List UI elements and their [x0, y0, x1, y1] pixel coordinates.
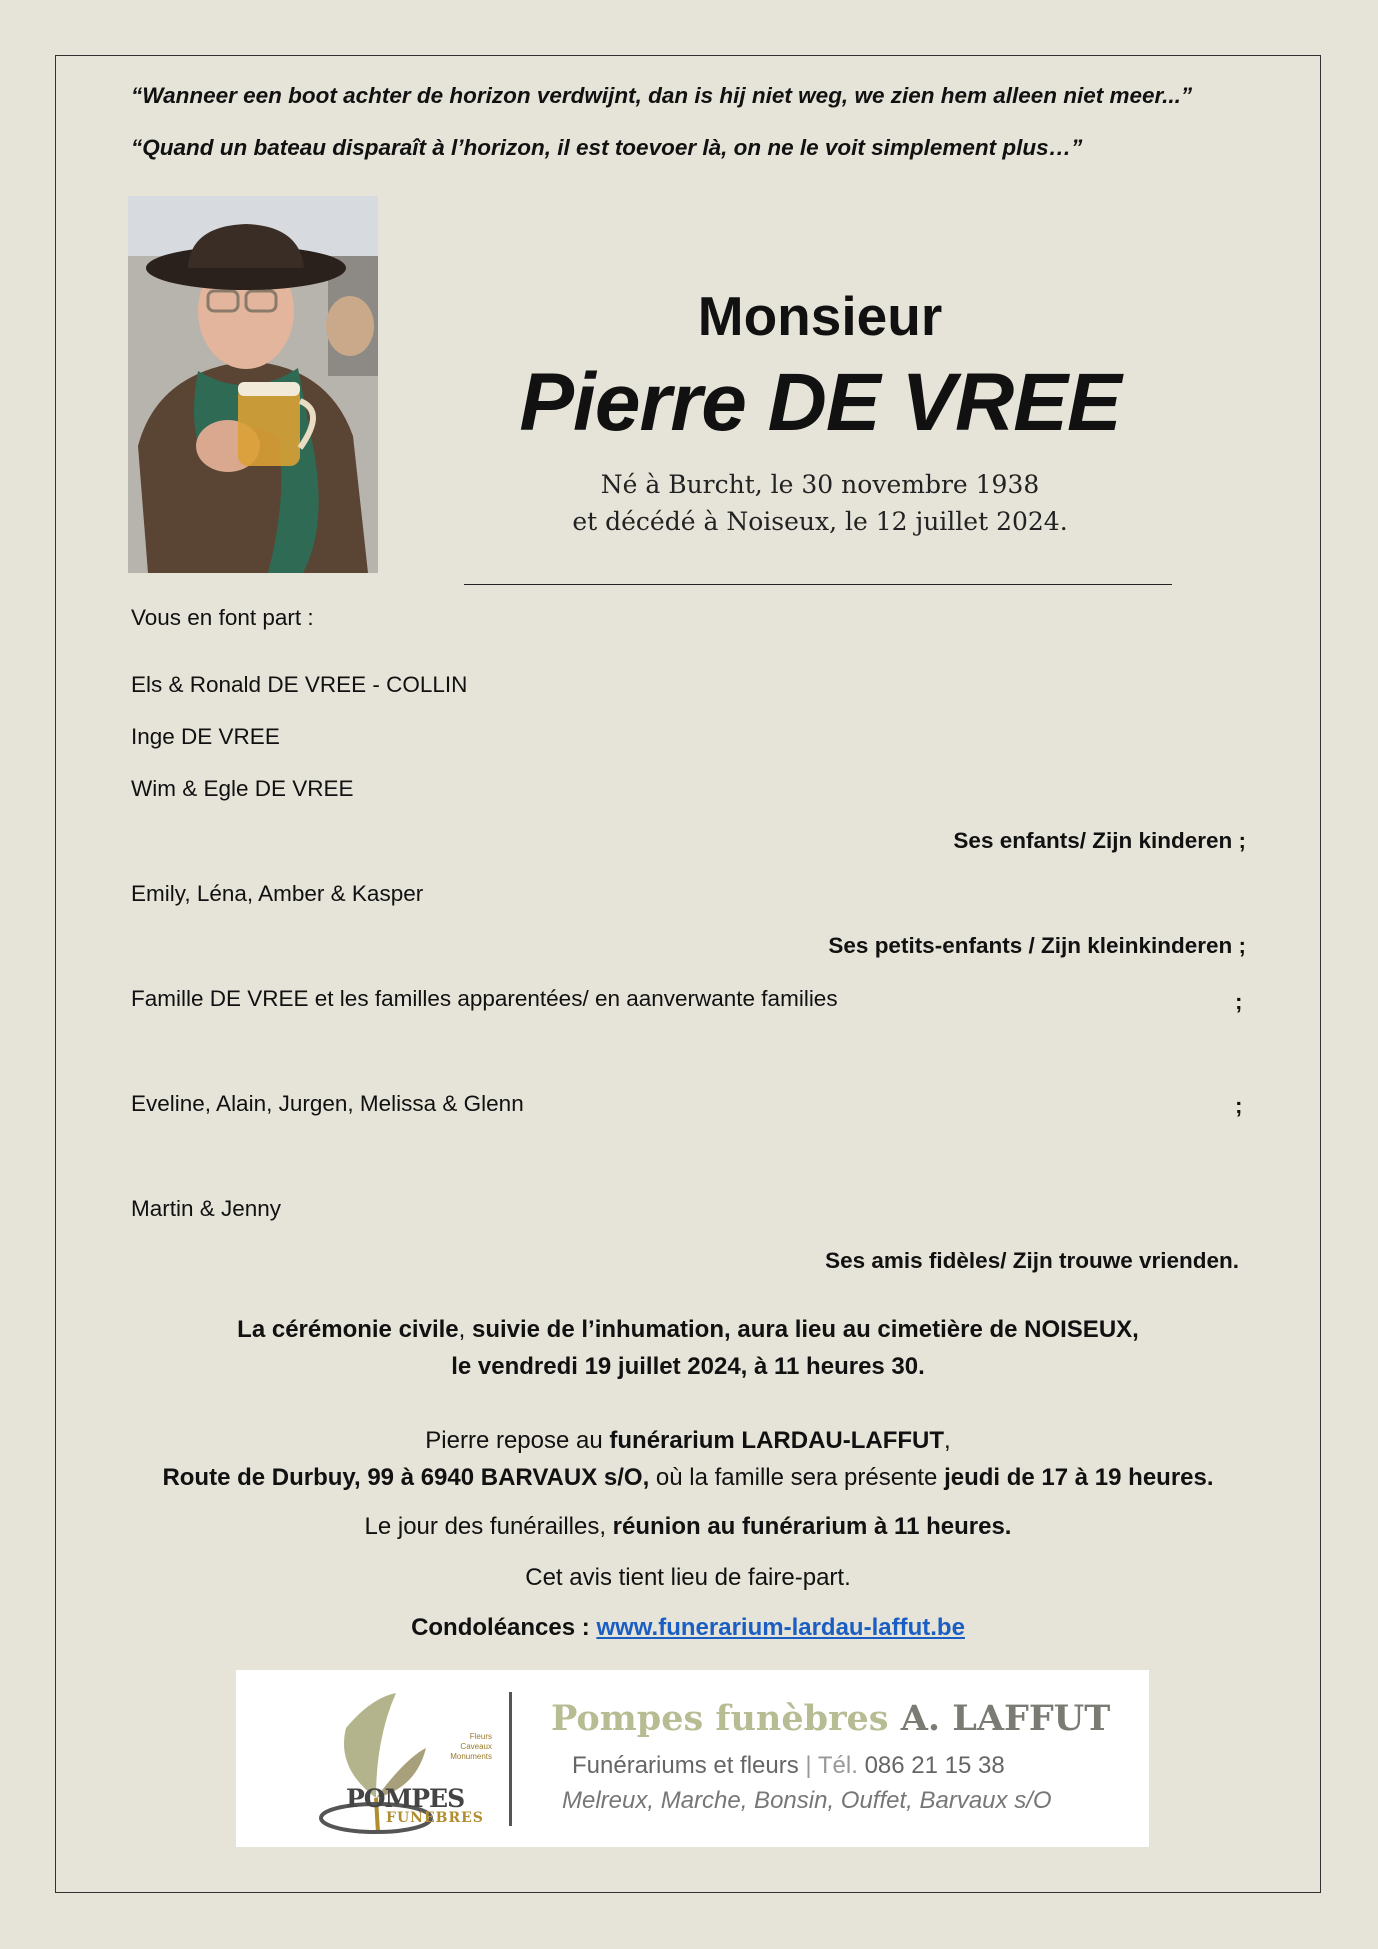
- logo-small-text: [412, 1732, 492, 1762]
- notice-statement: Cet avis tient lieu de faire-part.: [525, 1564, 851, 1591]
- quote-french: “Quand un bateau disparaît à l’horizon, il est toevoer là, on ne le voit simplement plus…”: [131, 135, 1083, 160]
- child-3: Wim & Egle DE VREE: [131, 776, 354, 801]
- logo-small-2: Caveaux: [460, 1742, 492, 1751]
- ceremony-sep: ,: [458, 1316, 472, 1343]
- funerarium-line-2: [131, 1459, 1245, 1496]
- quote-dutch: “Wanneer een boot achter de horizon verdwijnt, dan is hij niet weg, we zien hem alleen niet meer...”: [131, 83, 1193, 108]
- banner-title-light: Pompes funèbres: [551, 1698, 901, 1739]
- funeral-day-pre: Le jour des funérailles,: [364, 1513, 613, 1540]
- friends-label: Ses amis fidèles/ Zijn trouwe vrienden.: [825, 1248, 1239, 1273]
- deceased-name: Pierre DE VREE: [519, 357, 1121, 448]
- friends: Martin & Jenny: [131, 1196, 282, 1221]
- grandchildren-label: Ses petits-enfants / Zijn kleinkinderen ;: [828, 933, 1246, 958]
- portrait-photo: [128, 196, 378, 573]
- banner-title-strong: A. LAFFUT: [900, 1698, 1111, 1739]
- banner-title: [551, 1698, 1110, 1739]
- visiting-hours: jeudi de 17 à 19 heures.: [944, 1464, 1214, 1491]
- child-2: Inge DE VREE: [131, 724, 280, 749]
- banner-towns: Melreux, Marche, Bonsin, Ouffet, Barvaux s/O: [562, 1787, 1052, 1814]
- condolences-link[interactable]: www.funerarium-lardau-laffut.be: [596, 1614, 965, 1641]
- relatives: Famille DE VREE et les familles apparentées/ en aanverwante families: [131, 986, 838, 1011]
- logo-small-3: Monuments: [450, 1752, 492, 1761]
- others-semicolon: ;: [1235, 1093, 1243, 1118]
- funerarium-address: Route de Durbuy, 99 à 6940 BARVAUX s/O,: [162, 1464, 650, 1491]
- funerarium-post: ,: [944, 1427, 951, 1454]
- logo-word-pompes: POMPES: [346, 1784, 465, 1813]
- divider: [464, 584, 1172, 585]
- ceremony-date: le vendredi 19 juillet 2024, à 11 heures 30.: [451, 1353, 925, 1380]
- ceremony-rest: suivie de l’inhumation, aura lieu au cimetière de NOISEUX,: [471, 1316, 1139, 1343]
- honorific-title: Monsieur: [697, 285, 943, 347]
- funeral-day-line: [131, 1508, 1245, 1545]
- funerarium-name: funérarium LARDAU-LAFFUT: [609, 1427, 945, 1454]
- condolences-label: Condoléances :: [411, 1614, 597, 1641]
- banner-phone: 086 21 15 38: [864, 1752, 1005, 1779]
- banner-divider: [509, 1692, 512, 1826]
- child-1: Els & Ronald DE VREE - COLLIN: [131, 672, 468, 697]
- condolences-line: [131, 1609, 1245, 1646]
- funerarium-line-1: [131, 1422, 1245, 1459]
- funerarium-mid: où la famille sera présente: [649, 1464, 945, 1491]
- birth-death-dates: [460, 466, 1180, 540]
- others: Eveline, Alain, Jurgen, Melissa & Glenn: [131, 1091, 524, 1116]
- intro-text: Vous en font part :: [131, 605, 314, 630]
- funeral-home-banner: [236, 1670, 1149, 1847]
- funerarium-pre: Pierre repose au: [425, 1427, 610, 1454]
- meeting-time: réunion au funérarium à 11 heures.: [612, 1513, 1012, 1540]
- death-line: et décédé à Noiseux, le 12 juillet 2024.: [572, 507, 1068, 536]
- grandchildren: Emily, Léna, Amber & Kasper: [131, 881, 424, 906]
- children-label: Ses enfants/ Zijn kinderen ;: [953, 828, 1246, 853]
- banner-services: Funérariums et fleurs: [572, 1752, 799, 1779]
- logo-word-funebres: FUNEBRES: [386, 1810, 484, 1826]
- portrait-illustration: [128, 196, 378, 573]
- relatives-semicolon: ;: [1235, 989, 1243, 1014]
- birth-line: Né à Burcht, le 30 novembre 1938: [600, 470, 1040, 499]
- logo-small-1: Fleurs: [469, 1732, 492, 1741]
- ceremony-line-1: [131, 1311, 1245, 1348]
- ceremony-type: La cérémonie civile: [237, 1316, 459, 1343]
- banner-tel-label: | Tél.: [798, 1752, 865, 1779]
- banner-subtitle: [572, 1752, 1005, 1780]
